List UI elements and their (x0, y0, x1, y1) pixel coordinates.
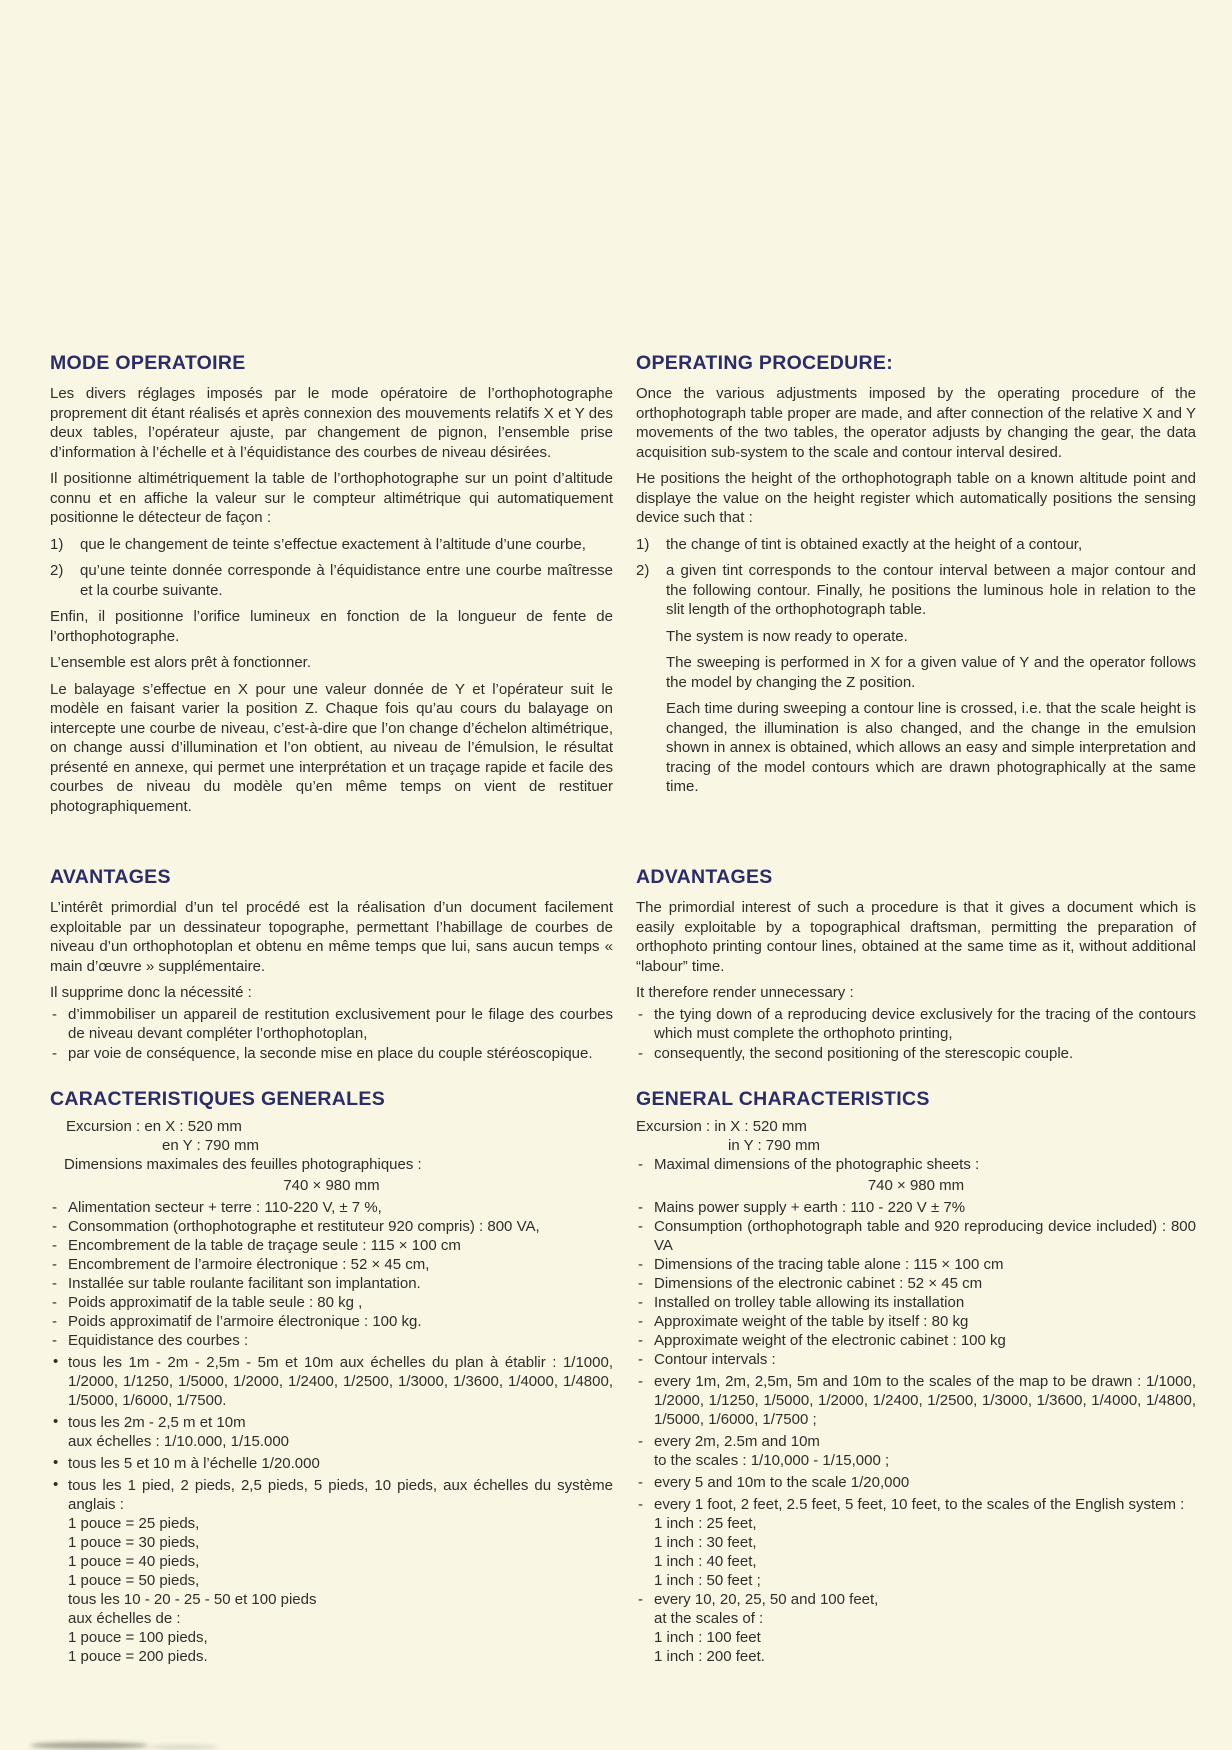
list-continuation-line: aux échelles de : (68, 1610, 181, 1627)
paragraph: Le balayage s’effectue en X pour une valeur donnée de Y et l’opérateur suit le modèle en faisant varier la position Z. Chaque fois qu’au cours du balayage on intercepte une courbe de niveau, c’est-à-dire que l’on change d’échelon altimétrique, on change aussi d’illumination et l’on obtient, au niveau de l’émulsion, le résultat présenté en annexe, qui permet une interprétation et un traçage rapide et facile des courbes de niveau du modèle qu’en même temps on vient de restituer photographiquement. (50, 680, 613, 815)
list-continuation-line: tous les 10 - 20 - 25 - 50 et 100 pieds (68, 1591, 317, 1608)
dash-list-item (50, 1312, 613, 1331)
dash-marker: - (52, 1005, 57, 1023)
list-item-text: Approximate weight of the table by itself : 80 kg (654, 1313, 969, 1330)
dash-list-item (50, 1044, 613, 1064)
conversion-line: 1 inch : 40 feet, (654, 1553, 757, 1570)
list-item-text: Consumption (orthophotograph table and 920 reproducing device included) : 800 VA (654, 1218, 1196, 1254)
dash-list-item (50, 1331, 613, 1350)
section-heading-advantages: ADVANTAGES (636, 866, 773, 888)
list-item-text: every 2m, 2.5m and 10m (654, 1433, 820, 1450)
paragraph: The system is now ready to operate. (666, 627, 908, 645)
dash-list-item (50, 1293, 613, 1312)
dash-marker: - (638, 1005, 643, 1023)
dash-list-item (50, 1198, 613, 1217)
conversion-line: 1 pouce = 50 pieds, (68, 1572, 200, 1589)
dash-list-item (636, 1217, 1196, 1255)
list-item-text: par voie de conséquence, la seconde mise en place du couple stéréoscopique. (68, 1044, 593, 1062)
section-heading-caracteristiques: CARACTERISTIQUES GENERALES (50, 1088, 385, 1110)
dash-list-item (636, 1255, 1196, 1274)
paragraph: The primordial interest of such a procedure is that it gives a document which is easily exploitable by a topographical draftsman, permitting the preparation of orthophoto printing contour lines, obtained at the same time as it, without additional “labour” time. (636, 899, 1196, 975)
bullet-marker: • (53, 1454, 59, 1471)
conversion-line: 1 pouce = 200 pieds. (68, 1648, 208, 1665)
dash-marker: - (638, 1591, 643, 1608)
spec-value-sheet-size: 740 × 980 mm (283, 1177, 380, 1194)
list-continuation-line: aux échelles : 1/10.000, 1/15.000 (68, 1433, 290, 1450)
list-item-text: every 5 and 10m to the scale 1/20,000 (654, 1474, 910, 1491)
spec-line-excursion-x: Excursion : in X : 520 mm (636, 1118, 807, 1135)
numbered-item (636, 535, 1196, 555)
list-item-text: Dimensions of the electronic cabinet : 52 × 45 cm (654, 1275, 983, 1292)
dash-list-item (50, 1236, 613, 1255)
list-item-text: Alimentation secteur + terre : 110-220 V, ± 7 %, (68, 1199, 382, 1216)
list-item-text: tous les 1 pied, 2 pieds, 2,5 pieds, 5 pieds, 10 pieds, aux échelles du système anglais : (68, 1477, 613, 1513)
spec-value-sheet-size: 740 × 980 mm (867, 1177, 965, 1194)
list-item-text: Poids approximatif de la table seule : 80 kg , (68, 1294, 363, 1311)
dash-list-item (50, 1005, 613, 1044)
conversion-line: 1 inch : 100 feet (654, 1629, 761, 1646)
list-item-text: Dimensions of the tracing table alone : 115 × 100 cm (654, 1256, 1004, 1273)
list-item-text: Mains power supply + earth : 110 - 220 V ± 7% (654, 1199, 966, 1216)
list-continuation-line: to the scales : 1/10,000 - 1/15,000 ; (654, 1452, 890, 1469)
dash-list-item (636, 1198, 1196, 1217)
bullet-list-item (50, 1476, 613, 1514)
item-text: the change of tint is obtained exactly at the height of a contour, (666, 535, 1083, 553)
dash-marker: - (638, 1373, 643, 1390)
item-text: a given tint corresponds to the contour interval between a major contour and the following contour. Finally, he positions the luminous hole in relation to the slit length of the orthophotograph table. (666, 562, 1196, 618)
dash-list-item (636, 1495, 1196, 1514)
numbered-item (50, 535, 613, 555)
dash-marker: - (638, 1275, 643, 1292)
item-number: 1) (636, 535, 650, 553)
dash-marker: - (52, 1313, 57, 1330)
conversion-line: 1 inch : 25 feet, (654, 1515, 757, 1532)
paragraph: L’ensemble est alors prêt à fonctionner. (50, 654, 311, 671)
section-heading-mode-operatoire: MODE OPERATOIRE (50, 352, 246, 374)
scan-smudge (148, 1745, 218, 1749)
list-item-text: tous les 2m - 2,5 m et 10m (68, 1414, 246, 1431)
conversion-line: 1 inch : 50 feet ; (654, 1572, 761, 1589)
dash-marker: - (52, 1256, 57, 1273)
paragraph: L’intérêt primordial d’un tel procédé est la réalisation d’un document facilement exploitable par un dessinateur topographe, permettant l’habillage de courbes de niveau d’un orthophotoplan et obtenu en même temps que lui, sans aucun temps « main d’œuvre » supplémentaire. (50, 899, 613, 975)
paragraph: Enfin, il positionne l’orifice lumineux en fonction de la longueur de fente de l’orthophotographe. (50, 608, 613, 645)
paragraph: Il supprime donc la nécessité : (50, 984, 252, 1001)
dash-marker: - (638, 1044, 643, 1062)
list-item-text: Encombrement de la table de traçage seule : 115 × 100 cm (68, 1237, 461, 1254)
conversion-line: 1 pouce = 100 pieds, (68, 1629, 208, 1646)
paragraph: The sweeping is performed in X for a given value of Y and the operator follows the model by changing the Z position. (666, 654, 1196, 691)
dash-list-item (50, 1217, 613, 1236)
item-number: 2) (50, 562, 64, 579)
dash-marker: - (638, 1156, 643, 1173)
paragraph: Les divers réglages imposés par le mode opératoire de l’orthophotographe proprement dit étant réalisés et après connexion des mouvements relatifs X et Y des deux tables, l’opérateur ajuste, par changement de pignon, l’ensemble prise d’information à l’échelle et à l’équidistance des courbes de niveau désirées. (50, 385, 613, 461)
list-item-text: Approximate weight of the electronic cabinet : 100 kg (654, 1332, 1006, 1349)
spec-line-dimensions-label: Dimensions maximales des feuilles photographiques : (64, 1156, 422, 1173)
dash-marker: - (638, 1332, 643, 1349)
list-item-text: the tying down of a reproducing device exclusively for the tracing of the contours which must complete the orthophoto printing, (654, 1005, 1196, 1042)
dash-marker: - (638, 1351, 643, 1368)
dash-list-item (636, 1350, 1196, 1369)
section-heading-avantages: AVANTAGES (50, 866, 171, 888)
dash-list-item (50, 1255, 613, 1274)
dash-list-item (636, 1312, 1196, 1331)
english-characteristics-section (636, 1088, 1196, 1666)
dash-list-item (636, 1590, 1196, 1609)
dash-list-item (636, 1155, 1196, 1174)
dash-marker: - (52, 1275, 57, 1292)
english-operating-section (636, 352, 1196, 804)
dash-list-item (636, 1432, 1196, 1451)
list-item-text: d’immobiliser un appareil de restitution exclusivement pour le filage des courbes de niveau devant compléter l’orthophotoplan, (68, 1005, 613, 1042)
numbered-item (636, 561, 1196, 620)
list-continuation-line: at the scales of : (654, 1610, 764, 1627)
dash-marker: - (638, 1218, 643, 1235)
dash-list-item (636, 1044, 1196, 1064)
paragraph: Il positionne altimétriquement la table de l’orthophotographe sur un point d’altitude connu et en affiche la valeur sur le compteur altimétrique qui automatiquement positionne le détecteur de façon : (50, 470, 613, 526)
list-item-text: Contour intervals : (654, 1351, 776, 1368)
bullet-marker: • (53, 1476, 59, 1493)
dash-list-item (636, 1005, 1196, 1044)
spec-line-excursion-x: Excursion : en X : 520 mm (66, 1118, 242, 1135)
dash-marker: - (638, 1199, 643, 1216)
list-item-text: Poids approximatif de l’armoire électronique : 100 kg. (68, 1313, 422, 1330)
list-item-text: tous les 1m - 2m - 2,5m - 5m et 10m aux échelles du plan à établir : 1/1000, 1/2000, 1/1250, 1/5000, 1/2000, 1/2400, 1/2500, 1/3000, 1/3600, 1/4000, 1/4800, 1/5000, 1/6000, 1/7500. (68, 1354, 613, 1409)
dash-marker: - (52, 1294, 57, 1311)
list-item-text: every 1 foot, 2 feet, 2.5 feet, 5 feet, 10 feet, to the scales of the English system : (654, 1496, 1185, 1513)
dash-marker: - (638, 1256, 643, 1273)
dash-marker: - (52, 1218, 57, 1235)
conversion-line: 1 inch : 200 feet. (654, 1648, 765, 1665)
bullet-list-item (50, 1353, 613, 1410)
conversion-line: 1 inch : 30 feet, (654, 1534, 757, 1551)
spec-line-excursion-y: en Y : 790 mm (162, 1137, 260, 1154)
dash-marker: - (52, 1044, 57, 1062)
french-advantages-section (50, 866, 613, 1063)
dash-marker: - (52, 1237, 57, 1254)
french-characteristics-section (50, 1088, 613, 1666)
dash-marker: - (638, 1474, 643, 1491)
scan-smudge (30, 1742, 148, 1749)
dash-list-item (50, 1274, 613, 1293)
dash-marker: - (52, 1199, 57, 1216)
list-item-text: Installée sur table roulante facilitant son implantation. (68, 1275, 421, 1292)
list-item-text: consequently, the second positioning of the sterescopic couple. (654, 1044, 1074, 1062)
list-item-text: tous les 5 et 10 m à l’échelle 1/20.000 (68, 1455, 320, 1472)
paragraph: He positions the height of the orthophotograph table on a known altitude point and displaye the value on the height register which automatically positions the sensing device such that : (636, 470, 1196, 526)
dash-marker: - (638, 1313, 643, 1330)
conversion-line: 1 pouce = 30 pieds, (68, 1534, 200, 1551)
conversion-line: 1 pouce = 25 pieds, (68, 1515, 200, 1532)
english-advantages-section (636, 866, 1196, 1063)
dash-list-item (636, 1331, 1196, 1350)
paragraph: Each time during sweeping a contour line is crossed, i.e. that the scale height is changed, the illumination is also changed, and the change in the emulsion shown in annex is obtained, which allows an easy and simple interpretation and tracing of the model contours which are drawn photographically at the same time. (666, 700, 1196, 795)
dash-list-item (636, 1293, 1196, 1312)
dash-list-item (636, 1372, 1196, 1429)
item-number: 1) (50, 535, 64, 553)
list-item-text: Encombrement de l’armoire électronique : 52 × 45 cm, (68, 1256, 430, 1273)
bullet-marker: • (53, 1413, 59, 1430)
dash-marker: - (638, 1496, 643, 1513)
list-item-text: every 10, 20, 25, 50 and 100 feet, (654, 1591, 879, 1608)
item-number: 2) (636, 562, 650, 579)
dash-marker: - (638, 1294, 643, 1311)
french-operating-section (50, 352, 613, 823)
item-text: qu’une teinte donnée corresponde à l’équidistance entre une courbe maîtresse et la courbe suivante. (80, 562, 613, 599)
item-text: que le changement de teinte s’effectue exactement à l’altitude d’une courbe, (80, 535, 586, 553)
section-heading-general-characteristics: GENERAL CHARACTERISTICS (636, 1088, 930, 1110)
bullet-list-item (50, 1454, 613, 1473)
bullet-list-item (50, 1413, 613, 1432)
numbered-item (50, 561, 613, 600)
spec-line-excursion-y: in Y : 790 mm (728, 1137, 820, 1154)
bullet-marker: • (53, 1353, 59, 1370)
conversion-line: 1 pouce = 40 pieds, (68, 1553, 200, 1570)
dash-list-item (636, 1473, 1196, 1492)
list-item-text: Consommation (orthophotographe et restituteur 920 compris) : 800 VA, (68, 1218, 540, 1235)
list-item-text: Installed on trolley table allowing its installation (654, 1294, 965, 1311)
paragraph: Once the various adjustments imposed by the operating procedure of the orthophotograph table proper are made, and after connection of the relative X and Y movements of the two tables, the operator adjusts by changing the gear, the data acquisition sub-system to the scale and contour interval desired. (636, 385, 1196, 461)
paragraph: It therefore render unnecessary : (636, 984, 854, 1001)
section-heading-operating-procedure: OPERATING PROCEDURE: (636, 352, 893, 374)
list-item-text: Equidistance des courbes : (68, 1332, 249, 1349)
list-item-text: every 1m, 2m, 2,5m, 5m and 10m to the scales of the map to be drawn : 1/1000, 1/2000, 1/1250, 1/5000, 1/2000, 1/2400, 1/2500, 1/3000, 1/3600, 1/4000, 1/4800, 1/5000, 1/6000, 1/7500 ; (654, 1373, 1196, 1428)
dash-marker: - (638, 1433, 643, 1450)
dash-marker: - (52, 1332, 57, 1349)
list-item-text: Maximal dimensions of the photographic sheets : (654, 1156, 980, 1173)
dash-list-item (636, 1274, 1196, 1293)
